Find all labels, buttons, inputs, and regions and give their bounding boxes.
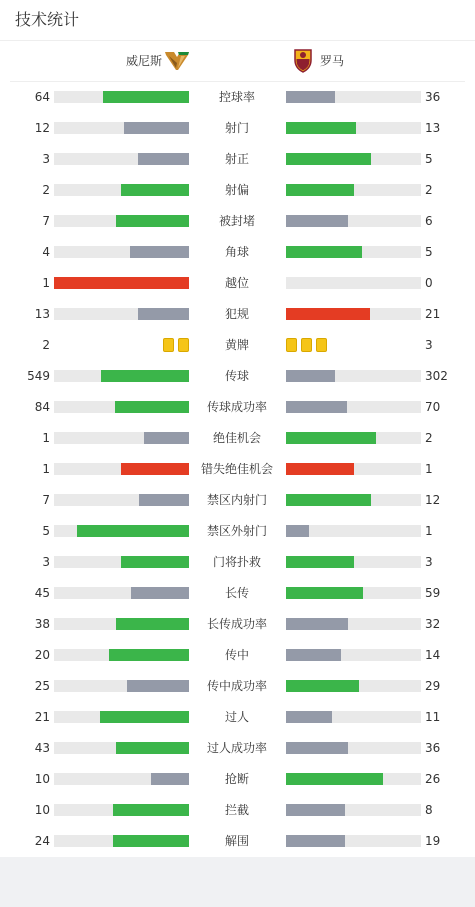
home-bar-track [54, 184, 189, 196]
home-value: 1 [42, 431, 50, 445]
home-bar-fill [124, 122, 189, 134]
stat-label: 错失绝佳机会 [200, 462, 273, 476]
home-bar-track [54, 525, 189, 537]
stat-label: 过人 [224, 710, 249, 724]
home-bar-fill [139, 494, 189, 506]
home-bar-fill [113, 835, 189, 847]
stat-label: 长传成功率 [206, 617, 267, 631]
stat-row [0, 299, 475, 330]
stat-label: 过人成功率 [206, 741, 267, 755]
stat-label: 射门 [224, 121, 249, 135]
away-bar-fill [286, 804, 345, 816]
yellow-card-icon [316, 338, 327, 352]
stat-label: 角球 [224, 245, 249, 259]
stat-label: 射偏 [224, 183, 249, 197]
away-bar-track [286, 804, 421, 816]
away-bar-fill [286, 308, 370, 320]
stat-row [0, 113, 475, 144]
away-bar-fill [286, 587, 363, 599]
home-value: 7 [42, 214, 50, 228]
home-bar-track [54, 215, 189, 227]
home-bar-track [54, 432, 189, 444]
away-value: 2 [425, 431, 433, 445]
away-value: 5 [425, 152, 433, 166]
home-bar-fill [138, 308, 189, 320]
away-value: 8 [425, 803, 433, 817]
away-value: 13 [425, 121, 441, 135]
stat-label: 控球率 [218, 90, 255, 104]
away-value: 21 [425, 307, 441, 321]
away-bar-fill [286, 91, 335, 103]
away-value: 19 [425, 834, 441, 848]
away-value: 36 [425, 90, 441, 104]
home-bar-fill [54, 277, 189, 289]
away-bar-fill [286, 835, 345, 847]
home-value: 4 [42, 245, 50, 259]
away-bar-track [286, 308, 421, 320]
home-bar-track [54, 401, 189, 413]
venezia-logo-icon [164, 51, 190, 71]
stat-row [0, 547, 475, 578]
away-bar-fill [286, 773, 383, 785]
home-bar-track [54, 711, 189, 723]
stat-label: 解围 [224, 834, 249, 848]
stat-row [0, 485, 475, 516]
stat-label: 射正 [224, 152, 249, 166]
home-bar-track [54, 587, 189, 599]
home-bar-track [54, 277, 189, 289]
stat-row [0, 423, 475, 454]
away-value: 5 [425, 245, 433, 259]
away-bar-track [286, 618, 421, 630]
away-bar-track [286, 649, 421, 661]
away-bar-track [286, 773, 421, 785]
home-value: 84 [34, 400, 50, 414]
home-bar-fill [116, 618, 189, 630]
away-bar-fill [286, 153, 371, 165]
away-bar-track [286, 277, 421, 289]
home-bar-fill [138, 153, 189, 165]
away-bar-track [286, 556, 421, 568]
home-value: 25 [34, 679, 50, 693]
home-bar-track [54, 773, 189, 785]
away-bar-track [286, 401, 421, 413]
home-value: 12 [34, 121, 50, 135]
away-bar-fill [286, 742, 348, 754]
home-value: 43 [34, 741, 50, 755]
away-bar-fill [286, 122, 356, 134]
stat-row [0, 392, 475, 423]
home-bar-track [54, 649, 189, 661]
away-bar-track [286, 432, 421, 444]
home-bar-fill [115, 401, 189, 413]
home-bar-track [54, 122, 189, 134]
home-bar-track [54, 463, 189, 475]
away-bar-fill [286, 246, 362, 258]
home-value: 2 [42, 183, 50, 197]
away-bar-fill [286, 432, 376, 444]
stat-row [0, 82, 475, 113]
home-value: 2 [42, 338, 50, 352]
yellow-card-icon [178, 338, 189, 352]
home-value: 3 [42, 555, 50, 569]
stat-label: 长传 [224, 586, 249, 600]
stat-label: 禁区外射门 [206, 524, 267, 538]
away-bar-fill [286, 711, 332, 723]
away-value: 3 [425, 338, 433, 352]
stat-row [0, 144, 475, 175]
stat-row [0, 237, 475, 268]
home-bar-fill [130, 246, 189, 258]
away-bar-fill [286, 494, 371, 506]
away-team-name: 罗马 [320, 54, 345, 68]
stat-row [0, 671, 475, 702]
stat-label: 被封堵 [218, 214, 255, 228]
home-bar-fill [121, 463, 189, 475]
stat-label: 传中成功率 [206, 679, 267, 693]
away-bar-fill [286, 680, 359, 692]
stat-row [0, 361, 475, 392]
home-bar-fill [131, 587, 189, 599]
stat-label: 越位 [224, 276, 249, 290]
away-bar-track [286, 370, 421, 382]
away-bar-track [286, 215, 421, 227]
home-bar-track [54, 835, 189, 847]
away-bar-fill [286, 556, 354, 568]
away-bar-track [286, 587, 421, 599]
home-value: 64 [34, 90, 50, 104]
away-value: 70 [425, 400, 441, 414]
stat-row [0, 454, 475, 485]
home-bar-fill [121, 556, 189, 568]
away-bar-track [286, 122, 421, 134]
home-bar-fill [127, 680, 189, 692]
away-bar-track [286, 711, 421, 723]
home-bar-track [54, 494, 189, 506]
home-value: 3 [42, 152, 50, 166]
away-bar-fill [286, 401, 347, 413]
away-bar-track [286, 246, 421, 258]
home-bar-track [54, 618, 189, 630]
home-value: 5 [42, 524, 50, 538]
yellow-card-icon [163, 338, 174, 352]
away-bar-fill [286, 649, 341, 661]
away-value: 29 [425, 679, 441, 693]
stat-label: 黄牌 [224, 338, 249, 352]
home-value: 24 [34, 834, 50, 848]
home-bar-fill [144, 432, 189, 444]
stat-row [0, 764, 475, 795]
away-value: 2 [425, 183, 433, 197]
home-bar-track [54, 804, 189, 816]
stat-label: 传球成功率 [206, 400, 267, 414]
home-value: 549 [27, 369, 50, 383]
stat-row [0, 516, 475, 547]
away-bar-track [286, 184, 421, 196]
page-title: 技术统计 [15, 10, 80, 29]
away-bar-fill [286, 184, 354, 196]
away-bar-track [286, 680, 421, 692]
home-bar-fill [151, 773, 189, 785]
away-bar-track [286, 525, 421, 537]
away-bar-fill [286, 370, 335, 382]
stat-row [0, 640, 475, 671]
stat-row [0, 733, 475, 764]
stat-label: 绝佳机会 [212, 431, 261, 445]
roma-logo-icon [293, 48, 313, 73]
yellow-card-icon [286, 338, 297, 352]
home-value: 10 [34, 772, 50, 786]
stat-label: 抢断 [224, 772, 249, 786]
away-value: 26 [425, 772, 441, 786]
home-bar-track [54, 91, 189, 103]
stat-row [0, 702, 475, 733]
away-value: 11 [425, 710, 441, 724]
away-value: 3 [425, 555, 433, 569]
away-bar-track [286, 835, 421, 847]
away-value: 32 [425, 617, 441, 631]
home-bar-fill [109, 649, 189, 661]
home-bar-fill [116, 742, 189, 754]
stat-row [0, 578, 475, 609]
stat-label: 门将扑救 [212, 555, 261, 569]
home-value: 7 [42, 493, 50, 507]
teams-header [0, 41, 475, 81]
stat-row [0, 206, 475, 237]
away-value: 59 [425, 586, 441, 600]
away-bar-fill [286, 463, 354, 475]
stat-label: 禁区内射门 [206, 493, 267, 507]
home-bar-track [54, 370, 189, 382]
home-bar-track [54, 680, 189, 692]
home-value: 13 [34, 307, 50, 321]
home-value: 45 [34, 586, 50, 600]
stat-row [0, 826, 475, 857]
home-bar-track [54, 246, 189, 258]
home-value: 10 [34, 803, 50, 817]
home-bar-track [54, 308, 189, 320]
yellow-card-icon [301, 338, 312, 352]
home-value: 21 [34, 710, 50, 724]
stat-label: 拦截 [224, 803, 249, 817]
home-bar-fill [113, 804, 189, 816]
away-value: 302 [425, 369, 448, 383]
home-team-name: 威尼斯 [125, 54, 162, 68]
home-value: 1 [42, 276, 50, 290]
stat-label: 传中 [224, 648, 249, 662]
home-bar-fill [121, 184, 189, 196]
away-bar-track [286, 494, 421, 506]
away-bar-track [286, 463, 421, 475]
home-bar-fill [116, 215, 189, 227]
away-value: 6 [425, 214, 433, 228]
away-bar-fill [286, 215, 348, 227]
stat-label: 犯规 [224, 307, 249, 321]
home-bar-fill [100, 711, 189, 723]
home-bar-fill [103, 91, 189, 103]
stat-row [0, 268, 475, 299]
stat-row [0, 175, 475, 206]
away-value: 14 [425, 648, 441, 662]
home-value: 20 [34, 648, 50, 662]
away-value: 0 [425, 276, 433, 290]
stat-label: 传球 [224, 369, 249, 383]
away-bar-fill [286, 525, 309, 537]
stat-row [0, 609, 475, 640]
home-bar-track [54, 742, 189, 754]
home-bar-fill [77, 525, 189, 537]
stat-row [0, 330, 475, 361]
away-value: 1 [425, 524, 433, 538]
away-bar-track [286, 153, 421, 165]
away-bar-track [286, 742, 421, 754]
home-bar-track [54, 556, 189, 568]
away-bar-fill [286, 618, 348, 630]
stat-row [0, 795, 475, 826]
home-bar-track [54, 153, 189, 165]
home-bar-fill [101, 370, 189, 382]
home-value: 1 [42, 462, 50, 476]
away-value: 36 [425, 741, 441, 755]
away-value: 12 [425, 493, 441, 507]
home-value: 38 [34, 617, 50, 631]
away-bar-track [286, 91, 421, 103]
away-value: 1 [425, 462, 433, 476]
